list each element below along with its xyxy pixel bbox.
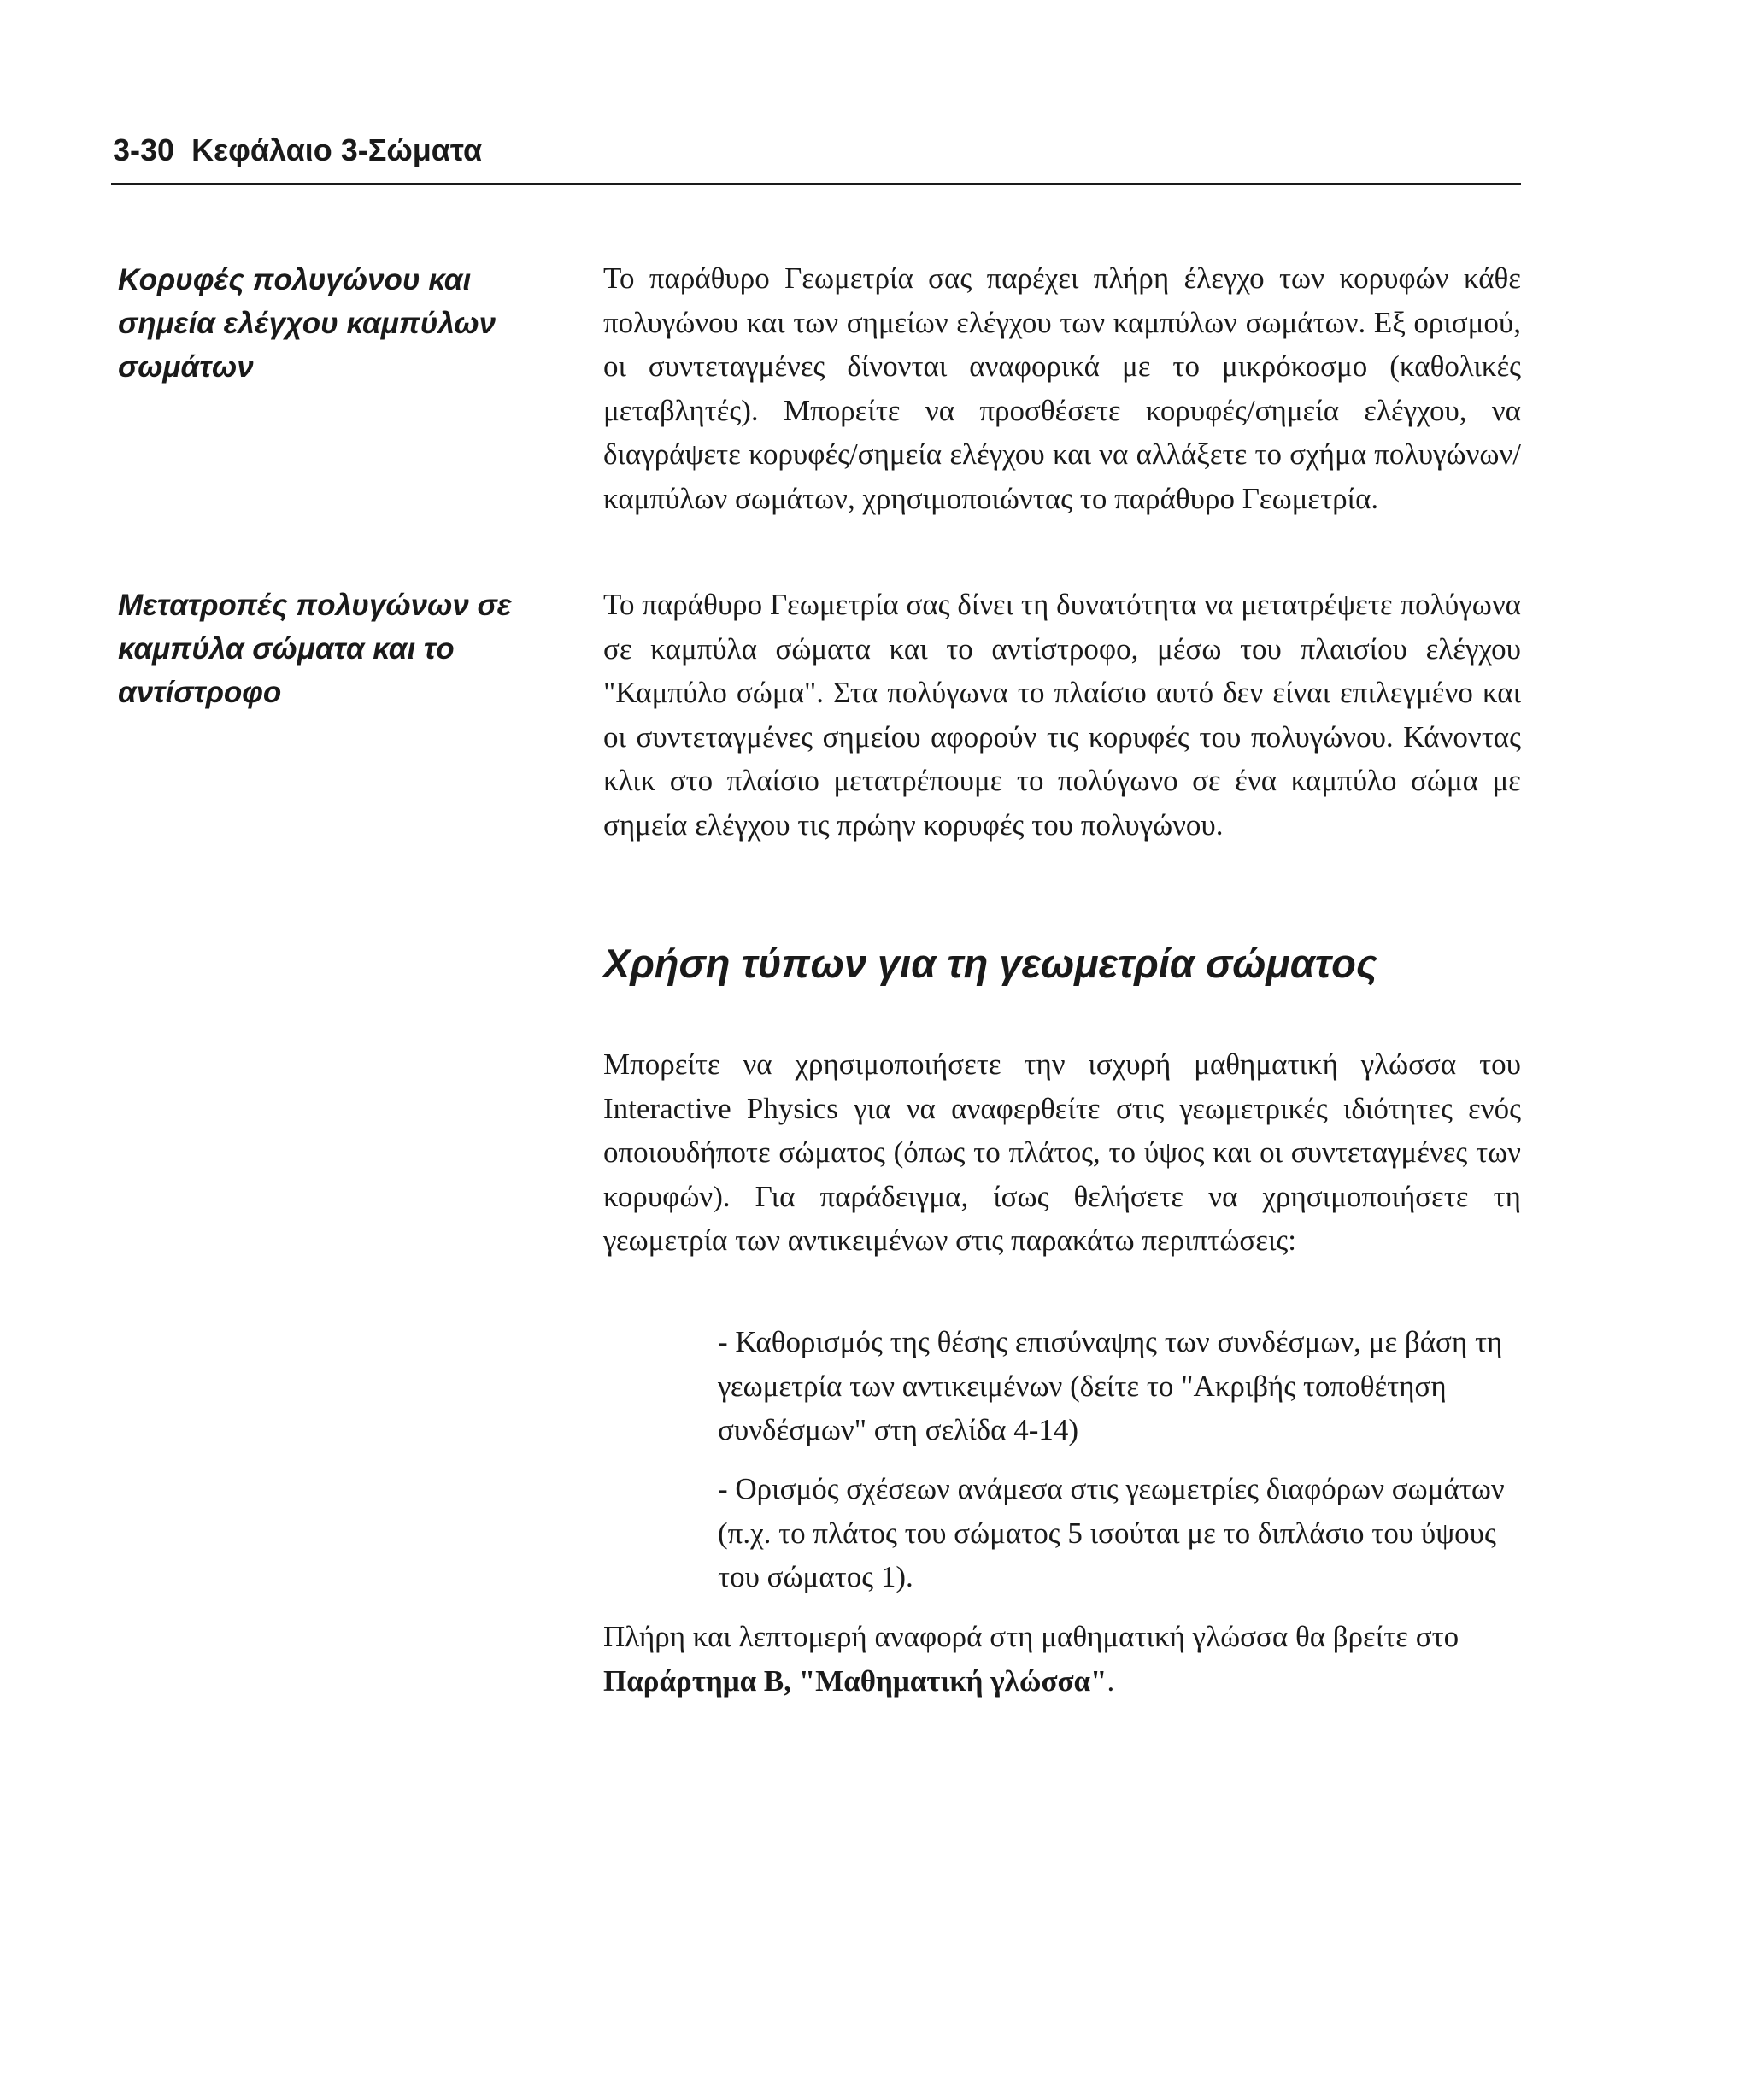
reference-text: Πλήρη και λεπτομερή αναφορά στη μαθηματική γλώσσα θα βρείτε στο [603,1620,1459,1653]
paragraph-vertices: Το παράθυρο Γεωμετρία σας παρέχει πλήρη έλεγχο των κορυφών κάθε πολυγώνου και των σημείων ελέγχου των καμπύλων σωμάτων. Εξ ορισμού, οι συντεταγμένες δίνονται αναφορικά με το μικρόκοσμο (καθολικές μεταβλητές). Μπορείτε να προσθέσετε κορυφές/σημεία ελέγχου, να διαγράψετε κορυφές/σημεία ελέγχου και να αλλάξετε το σχήμα πολυγώνων/καμπύλων σωμάτων, χρησιμοποιώντας το παράθυρο Γεωμετρία. [603,261,1521,515]
margin-heading-vertices: Κορυφές πολυγώνου και σημεία ελέγχου καμπύλων σωμάτων [118,263,496,384]
page-header [111,128,1521,185]
chapter-title: Κεφάλαιο 3-Σώματα [191,132,483,167]
margin-heading-conversion: Μετατροπές πολυγώνων σε καμπύλα σώματα και το αντίστροφο [118,589,512,709]
appendix-reference: Παράρτημα Β, "Μαθηματική γλώσσα" [603,1663,1107,1698]
page-number: 3-30 [113,132,175,167]
paragraph-conversion: Το παράθυρο Γεωμετρία σας δίνει τη δυνατότητα να μετατρέψετε πολύγωνα σε καμπύλα σώματα και το αντίστροφο, μέσω του πλαισίου ελέγχου "Καμπύλο σώμα". Στα πολύγωνα το πλαίσιο αυτό δεν είναι επιλεγμένο και οι συντεταγμένες σημείου αφορούν τις κορυφές του πολυγώνου. Κάνοντας κλικ στο πλαίσιο μετατρέπουμε το πολύγωνο σε ένα καμπύλο σώμα με σημεία ελέγχου τις πρώην κορυφές του πολυγώνου. [603,588,1521,842]
section-title: Χρήση τύπων για τη γεωμετρία σώματος [603,941,1377,986]
list-item: - Ορισμός σχέσεων ανάμεσα στις γεωμετρίες διαφόρων σωμάτων (π.χ. το πλάτος του σώματος 5 ισούται με το διπλάσιο του ύψους του σώματος 1). [718,1472,1505,1594]
reference-punctuation: . [1107,1663,1115,1698]
paragraph-formulas-intro: Μπορείτε να χρησιμοποιήσετε την ισχυρή μαθηματική γλώσσα του Interactive Physics για να αναφερθείτε στις γεωμετρικές ιδιότητες ενός οποιουδήποτε σώματος (όπως το πλάτος, το ύψος και οι συντεταγμένες των κορυφών). Για παράδειγμα, ίσως θελήσετε να χρησιμοποιήσετε τη γεωμετρία των αντικειμένων στις παρακάτω περιπτώσεις: [603,1047,1521,1258]
paragraph-reference [603,1615,1521,1703]
running-header [113,132,482,169]
list-item: - Καθορισμός της θέσης επισύναψης των συνδέσμων, με βάση τη γεωμετρία των αντικειμένων (δείτε το "Ακριβής τοποθέτηση συνδέσμων" στη σελίδα 4-14) [718,1325,1503,1447]
